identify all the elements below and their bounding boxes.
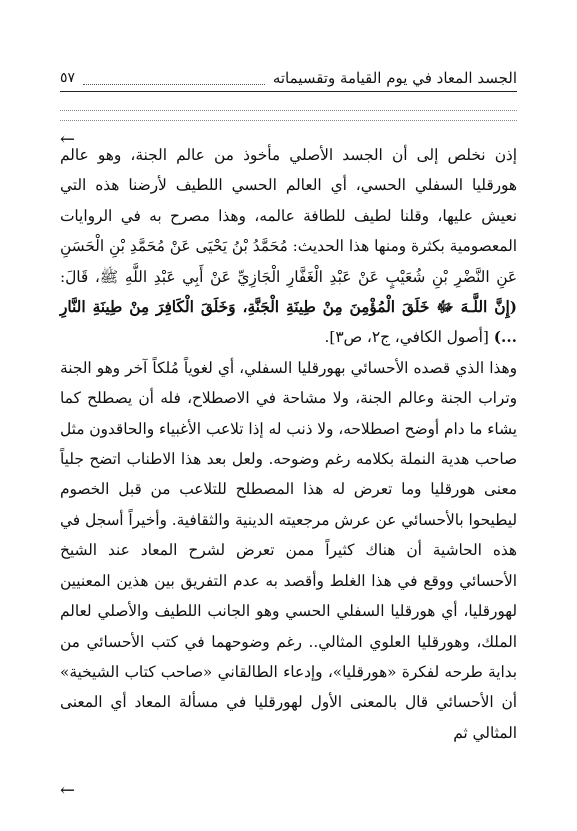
paragraph-1-text: إذن نخلص إلى أن الجسد الأصلي مأخوذ من عالم الجنة، وهو عالم هورقليا السفلي الحسي، أي العالم الحسي اللطيف لأرضنا هذه التي نعيش عليها، وقلنا لطيف للطافة عالمه، وهذا مصرح به في الروايات المعصومية بكثرة ومنها هذا الحديث: <box>60 146 517 256</box>
header-title: الجسد المعاد في يوم القيامة وتقسيماته <box>272 69 517 87</box>
paragraph-2: وهذا الذي قصده الأحسائي بهورقليا السفلي، أي لغوياً مُلكاً آخر وهو الجنة وتراب الجنة وعالم الجنة، ولا مشاحة في الاصطلاح، فله أن يصطلح كما يشاء ما دام أوضح اصطلاحه، ولا ذنب له إذا تلاعب الأغبياء والحاقدون مثل صاحب هدية النملة بكلامه رغم وضوحه. ولعل بعد هذا الاطناب اتضح جلياً معنى هورقليا وما تعرض له هذا المصطلح للتلاعب من قبل الخصوم ليطيحوا بالأحسائي عن عرش مرجعيته الدينية والثقافية. وأخيراً أسجل في هذه الحاشية أن هناك كثيراً ممن تعرض لشرح المعاد عند الشيخ الأحسائي ووقع في هذا الغلط وأقصد به عدم التفريق بين هذين المعنيين لهورقليا، أي هورقليا السفلي الحسي وهو الجانب اللطيف والأصلي لعالم الملك، وهورقليا العلوي المثالي.. رغم وضوحهما في كتب الأحسائي من بداية طرحه لفكرة «هورقليا»، وإدعاء الطالقاني «صاحب كتاب الشيخية» أن الأحسائي قال بالمعنى الأول لهورقليا في مسألة المعاد أي المعنى المثالي ثم <box>60 358 517 742</box>
continue-arrow-bottom-icon: ← <box>60 780 76 801</box>
separator-line-2 <box>60 120 517 121</box>
hadith-text: (إِنَّ اللَّـهَ ﷻ خَلَقَ الْمُؤْمِنَ مِنْ طِينَةِ الْجَنَّةِ، وَخَلَقَ الْكَافِرَ مِنْ طِينَةِ النَّارِ ...) <box>60 298 517 347</box>
separator-line-1 <box>60 110 517 111</box>
header-leader-dots <box>83 72 265 85</box>
page-number: ٥٧ <box>60 70 76 86</box>
continue-arrow-icon: ← <box>60 129 76 150</box>
header-rule <box>60 91 517 92</box>
footnote-body <box>60 140 517 748</box>
hadith-reference: [أصول الكافي، ج٢، ص٣]. <box>324 328 489 347</box>
running-header <box>60 66 517 90</box>
hadith-chain: مُحَمَّدُ بْنُ يَحْيَى عَنْ مُحَمَّدِ بْنِ الْحَسَنِ عَنِ النَّضْرِ بْنِ شُعَيْبٍ عَنْ عَبْدِ الْغَفَّارِ الْجَازِيِّ عَنْ أَبِي عَبْدِ اللَّهِ ﷺ، قَالَ: <box>60 237 517 286</box>
paragraph-1 <box>60 140 517 353</box>
